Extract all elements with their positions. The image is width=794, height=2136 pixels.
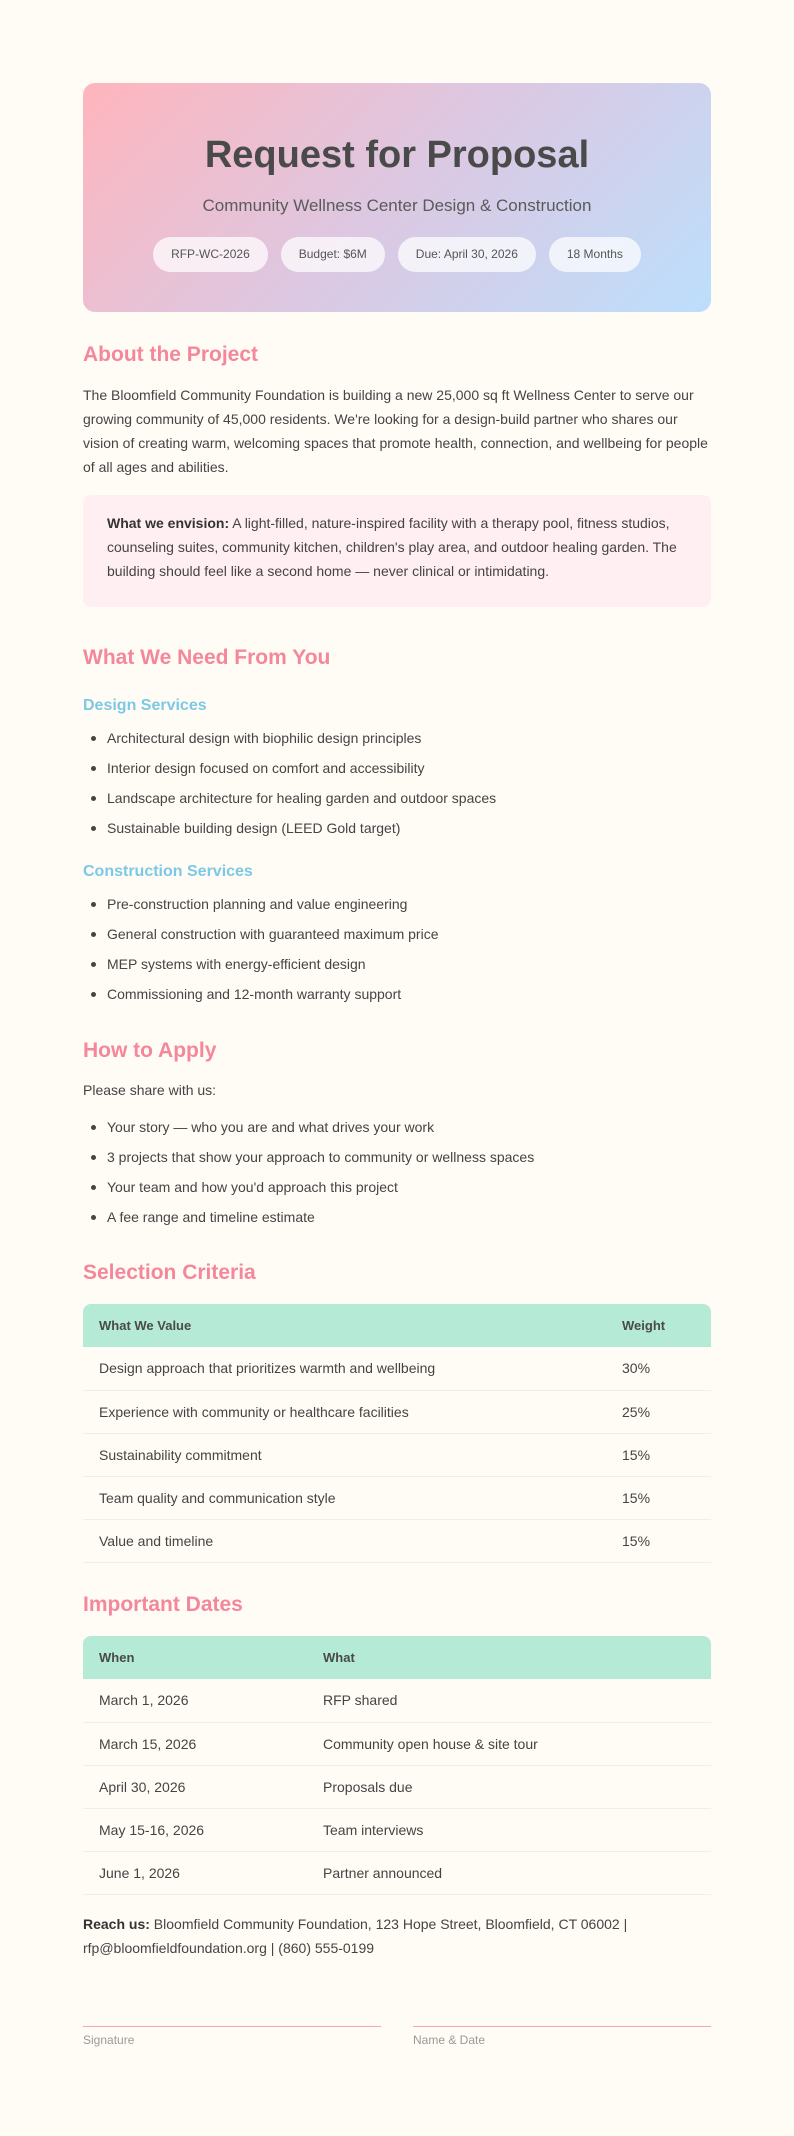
table-cell: June 1, 2026 bbox=[83, 1851, 307, 1894]
table-row bbox=[83, 1808, 711, 1851]
contact-text: Bloomfield Community Foundation, 123 Hope Street, Bloomfield, CT 06002 | rfp@bloomfieldfoundation.org | (860) 555-0199 bbox=[83, 1916, 628, 1956]
table-row bbox=[83, 1765, 711, 1808]
table-cell: 15% bbox=[606, 1519, 711, 1562]
column-header: What We Value bbox=[99, 1318, 192, 1333]
criteria-heading: Selection Criteria bbox=[83, 1261, 256, 1284]
column-header: What bbox=[323, 1650, 355, 1665]
page-subtitle: Community Wellness Center Design & Construction bbox=[202, 196, 592, 215]
budget-pill: Budget: $6M bbox=[281, 237, 385, 272]
apply-list bbox=[83, 1117, 711, 1227]
contact-info bbox=[83, 1912, 711, 1960]
vision-label: What we envision: bbox=[107, 515, 230, 531]
table-cell: RFP shared bbox=[307, 1679, 711, 1722]
due-date-pill: Due: April 30, 2026 bbox=[398, 237, 536, 272]
table-cell: 25% bbox=[606, 1390, 711, 1433]
table-cell: Partner announced bbox=[307, 1851, 711, 1894]
construction-services-heading: Construction Services bbox=[83, 863, 253, 880]
table-cell: May 15-16, 2026 bbox=[83, 1808, 307, 1851]
table-row bbox=[83, 1433, 711, 1476]
needs-heading: What We Need From You bbox=[83, 646, 331, 669]
meta-pills bbox=[83, 237, 711, 272]
signature-line: Signature bbox=[83, 2026, 381, 2047]
apply-intro: Please share with us: bbox=[83, 1082, 217, 1098]
about-heading: About the Project bbox=[83, 343, 259, 366]
table-cell: Value and timeline bbox=[83, 1519, 606, 1562]
table-row bbox=[83, 1851, 711, 1894]
table-row bbox=[83, 1519, 711, 1562]
list-item: Architectural design with biophilic design principles bbox=[83, 728, 711, 748]
table-cell: Design approach that prioritizes warmth and wellbeing bbox=[83, 1347, 606, 1390]
column-header: Weight bbox=[622, 1318, 666, 1333]
list-item: A fee range and timeline estimate bbox=[83, 1207, 711, 1227]
duration-pill: 18 Months bbox=[549, 237, 641, 272]
rfp-id-pill: RFP-WC-2026 bbox=[153, 237, 268, 272]
table-cell: Proposals due bbox=[307, 1765, 711, 1808]
list-item: MEP systems with energy-efficient design bbox=[83, 954, 711, 974]
list-item: Pre-construction planning and value engineering bbox=[83, 894, 711, 914]
signature-block bbox=[83, 2026, 711, 2047]
table-cell: March 1, 2026 bbox=[83, 1679, 307, 1722]
table-cell: April 30, 2026 bbox=[83, 1765, 307, 1808]
vision-text: A light-filled, nature-inspired facility with a therapy pool, fitness studios, counseling suites, community kitchen, children's play area, and outdoor healing garden. The building should feel like a second home — never clinical or intimidating. bbox=[107, 515, 677, 579]
table-row bbox=[83, 1476, 711, 1519]
list-item: Sustainable building design (LEED Gold target) bbox=[83, 818, 711, 838]
table-header-row bbox=[83, 1636, 711, 1679]
design-services-heading: Design Services bbox=[83, 697, 207, 714]
table-cell: Experience with community or healthcare facilities bbox=[83, 1390, 606, 1433]
name-date-line: Name & Date bbox=[413, 2026, 711, 2047]
list-item: Your story — who you are and what drives your work bbox=[83, 1117, 711, 1137]
vision-callout bbox=[83, 495, 711, 607]
about-body: The Bloomfield Community Foundation is building a new 25,000 sq ft Wellness Center to serve our growing community of 45,000 residents. We're looking for a design-build partner who shares our vision of creating warm, welcoming spaces that promote health, connection, and wellbeing for people of all ages and abilities. bbox=[83, 387, 708, 475]
column-header: When bbox=[99, 1650, 135, 1665]
list-item: Commissioning and 12-month warranty support bbox=[83, 984, 711, 1004]
list-item: Your team and how you'd approach this project bbox=[83, 1177, 711, 1197]
table-cell: 30% bbox=[606, 1347, 711, 1390]
table-cell: Team interviews bbox=[307, 1808, 711, 1851]
table-header-row bbox=[83, 1304, 711, 1347]
list-item: Landscape architecture for healing garden and outdoor spaces bbox=[83, 788, 711, 808]
table-cell: March 15, 2026 bbox=[83, 1722, 307, 1765]
table-cell: Team quality and communication style bbox=[83, 1476, 606, 1519]
list-item: General construction with guaranteed maximum price bbox=[83, 924, 711, 944]
hero-banner bbox=[83, 83, 711, 312]
page-title: Request for Proposal bbox=[204, 134, 590, 176]
table-row bbox=[83, 1347, 711, 1390]
table-cell: Sustainability commitment bbox=[83, 1433, 606, 1476]
list-item: 3 projects that show your approach to community or wellness spaces bbox=[83, 1147, 711, 1167]
table-row bbox=[83, 1679, 711, 1722]
table-row bbox=[83, 1722, 711, 1765]
table-cell: 15% bbox=[606, 1433, 711, 1476]
dates-heading: Important Dates bbox=[83, 1593, 243, 1616]
contact-label: Reach us: bbox=[83, 1916, 150, 1932]
table-cell: 15% bbox=[606, 1476, 711, 1519]
list-item: Interior design focused on comfort and accessibility bbox=[83, 758, 711, 778]
dates-table bbox=[83, 1636, 711, 1895]
criteria-table bbox=[83, 1304, 711, 1563]
design-services-list bbox=[83, 728, 711, 838]
construction-services-list bbox=[83, 894, 711, 1004]
table-cell: Community open house & site tour bbox=[307, 1722, 711, 1765]
table-row bbox=[83, 1390, 711, 1433]
apply-heading: How to Apply bbox=[83, 1039, 217, 1062]
